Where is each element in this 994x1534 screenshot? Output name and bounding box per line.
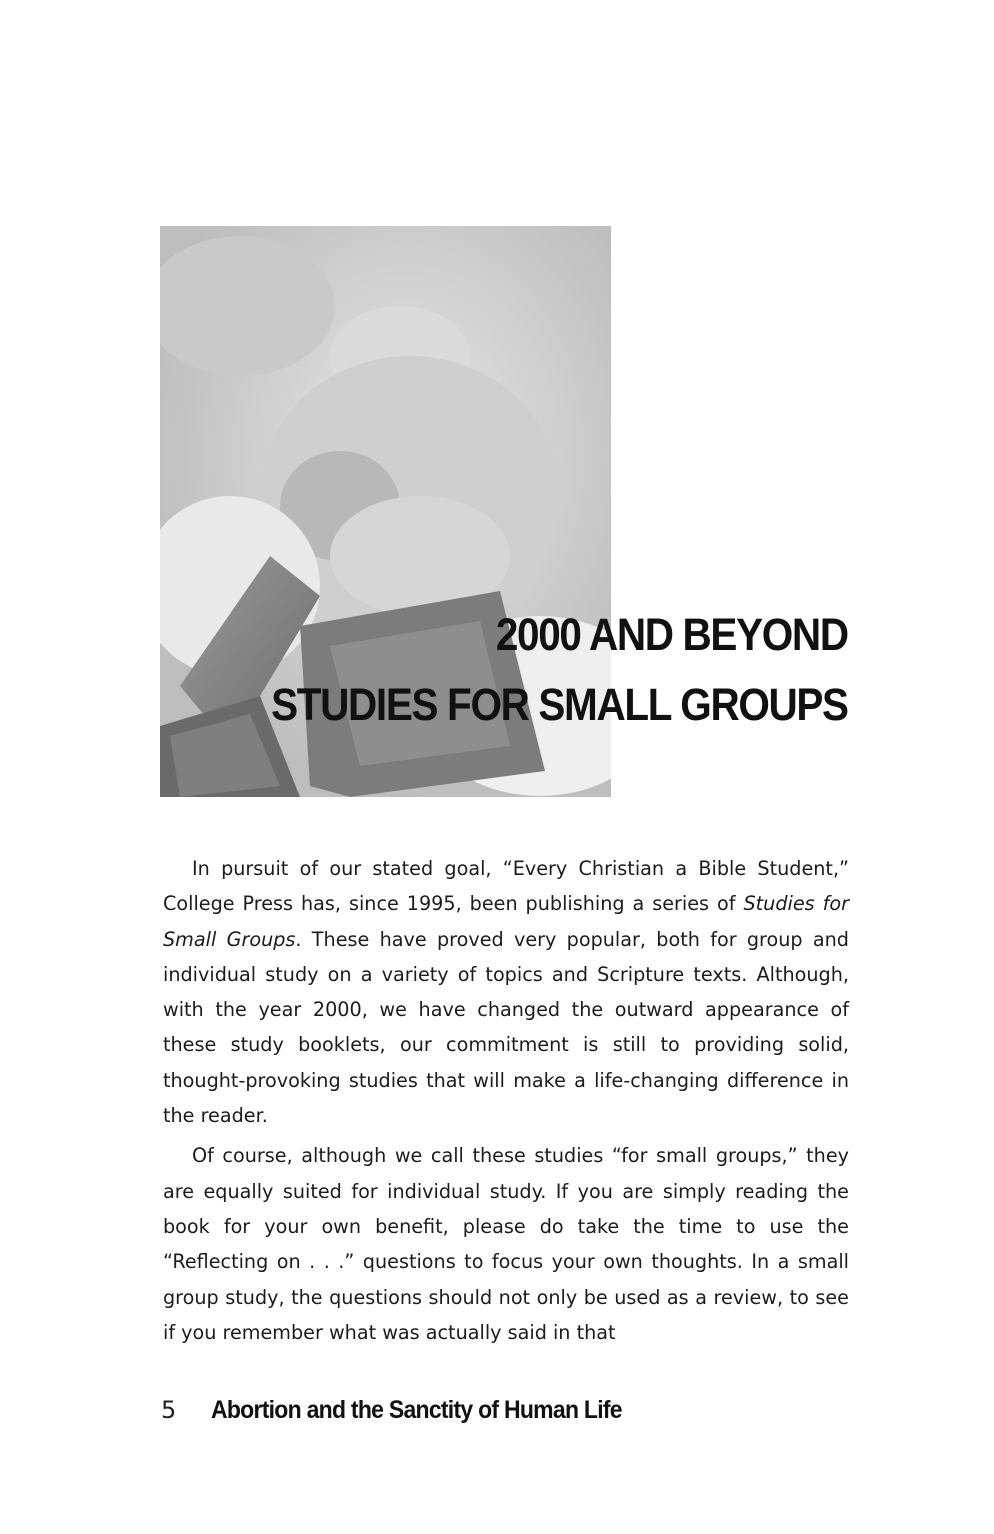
paragraph-1-text-b: . These have proved very popular, both for group and individual study on a variety of topics and Scripture texts. Although, with the year 2000, we have changed the outward appearance of these study booklets, our commitment is still to providing solid, thought-provoking studies that will make a life-changing difference in the reader.: [163, 927, 849, 1128]
series-title-line1: 2000 AND BEYOND: [496, 609, 848, 660]
body-text: [163, 851, 849, 1355]
series-title-line2: STUDIES FOR SMALL GROUPS: [271, 679, 848, 730]
page-number: 5: [161, 1396, 177, 1424]
paragraph-1-text-a: In pursuit of our stated goal, “Every Christian a Bible Student,” College Press has, since 1995, been publishing a series of: [163, 857, 849, 916]
paragraph-1-italic-title: Studies for Small Groups: [163, 892, 849, 951]
running-title: Abortion and the Sanctity of Human Life: [211, 1396, 622, 1424]
paragraph-1: [163, 851, 849, 1133]
series-title: [207, 600, 848, 740]
page-footer: [161, 1396, 658, 1425]
paragraph-2: Of course, although we call these studies “for small groups,” they are equally suited for individual study. If you are simply reading the book for your own benefit, please do take the time to use the “Reflecting on . . .” questions to focus your own thoughts. In a small group study, the questions should not only be used as a review, to see if you remember what was actually said in that: [163, 1144, 849, 1344]
